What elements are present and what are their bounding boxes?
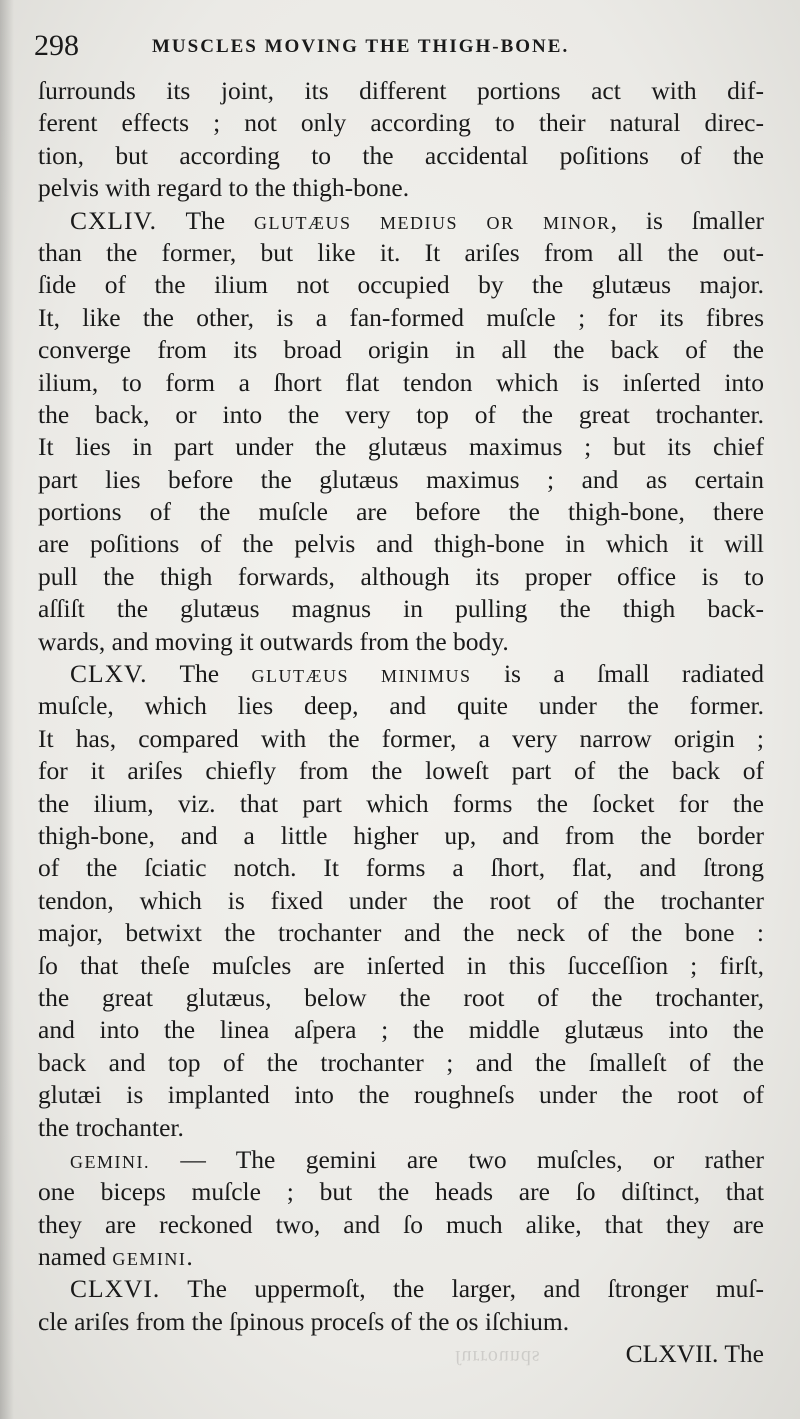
line-text: for it ariſes chiefly from the loweſt part of the back of [38,756,764,786]
line-text: , is ſmaller [610,205,765,235]
text-line [38,107,764,139]
text-line [38,205,764,237]
line-text: ſide of the ilium not occupied by the glutæus major. [38,270,764,300]
bleed-through-text: ſurrounds [455,1346,541,1368]
line-text: . [186,1242,193,1272]
line-text: back and top of the trochanter ; and the ſmalleſt of the [38,1047,764,1077]
line-text: ſo that theſe muſcles are inſerted in this ſucceſſion ; firſt, [38,950,764,980]
text-line [38,496,764,528]
line-text: The uppermoſt, the larger, and ſtronger muſ- [160,1274,764,1304]
text-line [38,334,764,366]
body-text [38,75,764,1371]
text-line [38,1112,764,1144]
line-text: one biceps muſcle ; but the heads are ſo diſtinct, that [38,1177,764,1207]
text-line [38,820,764,852]
line-text: muſcle, which lies deep, and quite under the former. [38,691,764,721]
line-text: pelvis with regard to the thigh-bone. [38,173,410,203]
text-line [38,755,764,787]
line-text: the great glutæus, below the root of the trochanter, [38,982,764,1012]
line-text: tion, but according to the accidental poſitions of the [38,140,764,170]
line-text: It, like the other, is a fan-formed muſcle ; for its fibres [38,302,764,332]
small-caps-term: GEMINI. [70,1151,150,1172]
text-line [38,1273,764,1305]
line-text: CLXVII. The [625,1339,764,1369]
line-text: It has, compared with the former, a very narrow origin ; [38,723,764,753]
text-line [38,917,764,949]
text-line [38,75,764,107]
text-line [38,950,764,982]
line-text: the trochanter. [38,1112,184,1142]
section-numeral: CLXV. [70,659,148,689]
line-text: pull the thigh forwards, although its proper office is to [38,561,764,591]
line-text: It lies in part under the glutæus maximus ; but its chief [38,432,764,462]
text-line [38,982,764,1014]
line-text: is a ſmall radiated [471,659,764,689]
small-caps-term: GEMINI [112,1249,187,1270]
text-line [38,852,764,884]
text-line [38,367,764,399]
text-line [38,140,764,172]
small-caps-term: GLUTÆUS MINIMUS [251,666,472,687]
text-line [38,269,764,301]
text-line [38,1338,764,1370]
running-title: MUSCLES MOVING THE THIGH-BONE. [152,36,570,57]
line-text: The [147,659,252,689]
line-text: portions of the muſcle are before the thigh-bone, there [38,497,764,527]
text-line [38,528,764,560]
section-numeral: CXLIV. [70,205,157,235]
line-text: of the ſciatic notch. It forms a ſhort, flat, and ſtrong [38,853,764,883]
section-numeral: CLXVI. [70,1274,161,1304]
text-line [38,626,764,658]
text-line [38,1209,764,1241]
line-text: aſſiſt the glutæus magnus in pulling the thigh back- [38,594,764,624]
small-caps-term: GLUTÆUS MEDIUS OR MINOR [254,212,611,233]
text-line [38,1144,764,1176]
line-text: part lies before the glutæus maximus ; and as certain [38,464,764,494]
line-text: ferent effects ; not only according to their natural direc- [38,108,764,138]
page-header [34,28,734,64]
line-text: are poſitions of the pelvis and thigh-bone in which it will [38,529,764,559]
line-text: named [38,1242,113,1272]
line-text: ilium, to form a ſhort flat tendon which is inſerted into [38,367,764,397]
text-line [38,302,764,334]
page-number: 298 [34,29,79,62]
text-line [38,399,764,431]
text-line [38,788,764,820]
text-line [38,237,764,269]
line-text: The [157,205,254,235]
line-text: thigh-bone, and a little higher up, and from the border [38,820,764,850]
text-line [38,1306,764,1338]
line-text: ſurrounds its joint, its different portions act with dif- [38,76,764,105]
text-line [38,1241,764,1273]
line-text: glutæi is implanted into the roughneſs under the root of [38,1080,764,1110]
text-line [38,690,764,722]
line-text: — The gemini are two muſcles, or rather [150,1144,764,1174]
line-text: major, betwixt the trochanter and the neck of the bone : [38,918,764,948]
gutter-shadow [0,0,14,1419]
text-line [38,1176,764,1208]
text-line [38,1014,764,1046]
text-line [38,172,764,204]
text-line [38,885,764,917]
line-text: tendon, which is fixed under the root of the trochanter [38,885,764,915]
text-line [38,431,764,463]
text-line [38,561,764,593]
line-text: they are reckoned two, and ſo much alike, that they are [38,1209,764,1239]
text-line [38,658,764,690]
text-line [38,593,764,625]
text-line [38,1047,764,1079]
text-line [38,464,764,496]
line-text: cle ariſes from the ſpinous proceſs of the os iſchium. [38,1306,570,1336]
line-text: than the former, but like it. It ariſes from all the out- [38,237,764,267]
line-text: the ilium, viz. that part which forms the ſocket for the [38,788,764,818]
text-line [38,1079,764,1111]
line-text: the back, or into the very top of the great trochanter. [38,399,764,429]
text-line [38,723,764,755]
line-text: and into the linea aſpera ; the middle glutæus into the [38,1015,764,1045]
line-text: converge from its broad origin in all the back of the [38,335,764,365]
line-text: wards, and moving it outwards from the body. [38,626,509,656]
